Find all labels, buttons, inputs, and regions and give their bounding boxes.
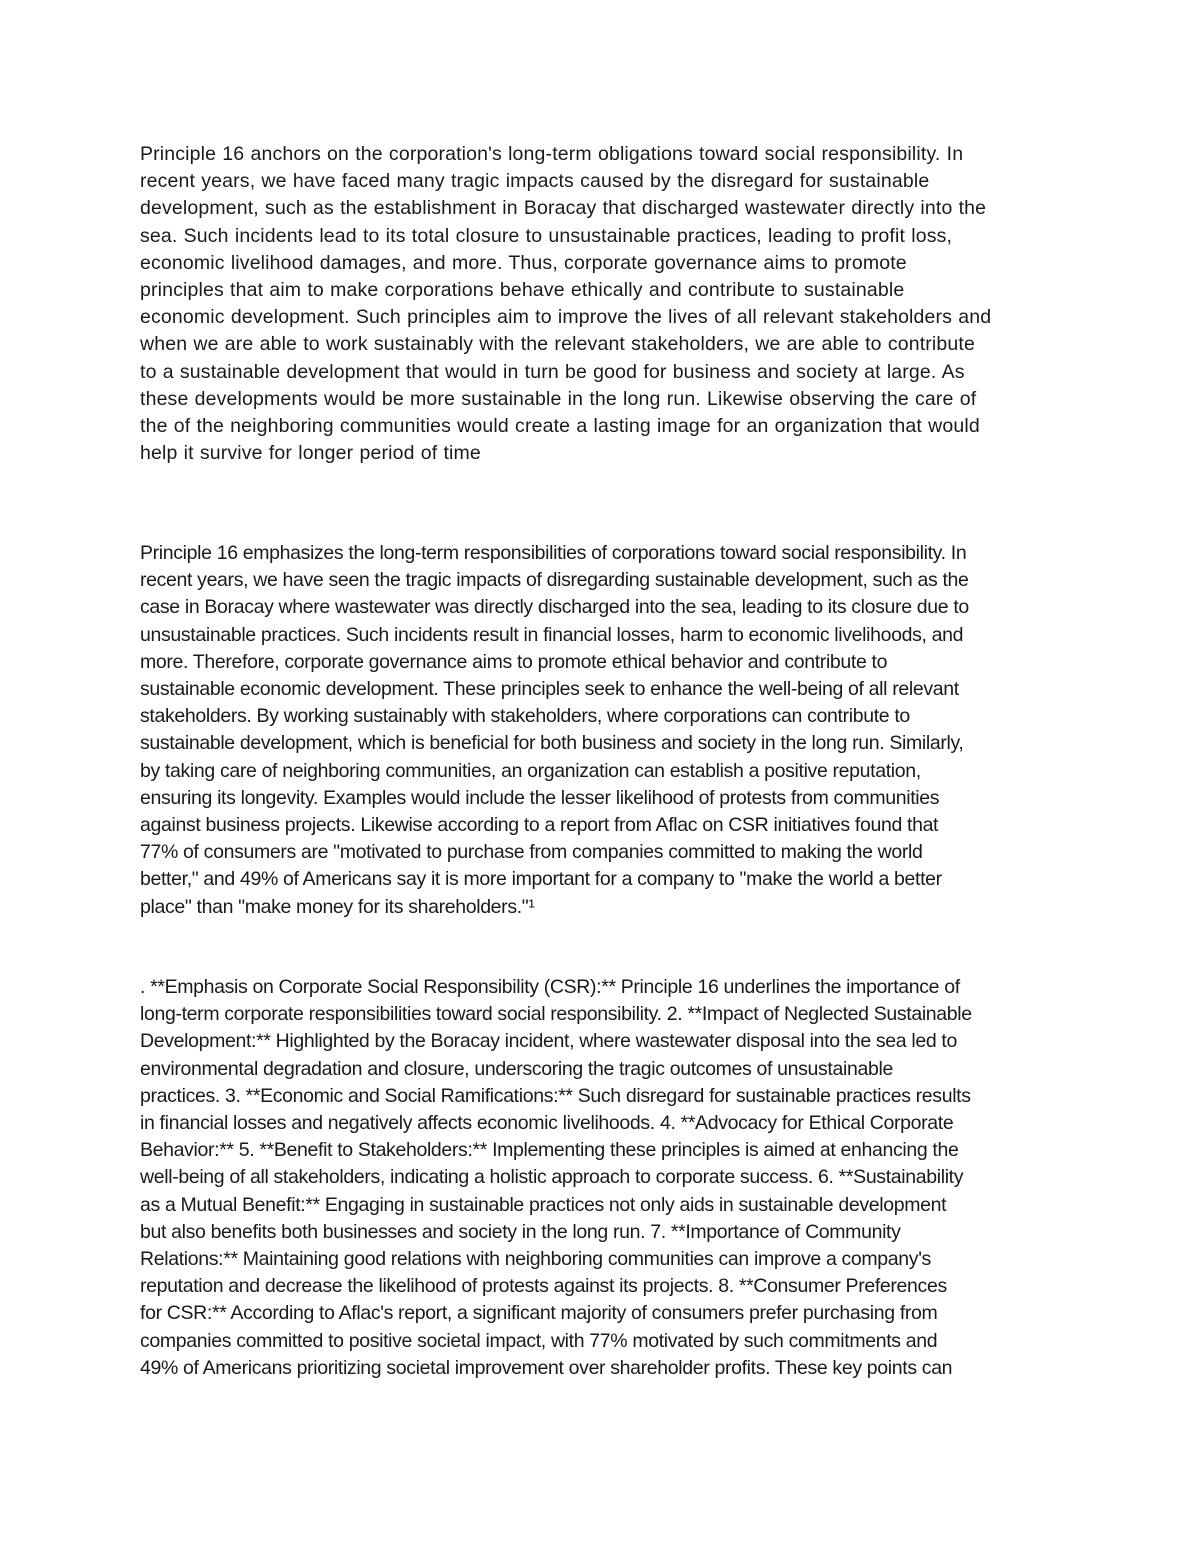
text-line: but also benefits both businesses and society in the long run. 7. **Importance of Community	[140, 1220, 901, 1243]
text-line: help it survive for longer period of time	[140, 442, 481, 465]
text-line: against business projects. Likewise according to a report from Aflac on CSR initiatives found that	[140, 814, 939, 837]
text-line: the of the neighboring communities would create a lasting image for an organization that would	[140, 415, 980, 438]
text-line: these developments would be more sustainable in the long run. Likewise observing the care of	[140, 387, 977, 410]
text-line: Development:** Highlighted by the Boracay incident, where wastewater disposal into the sea led to	[140, 1030, 957, 1053]
text-line: more. Therefore, corporate governance aims to promote ethical behavior and contribute to	[140, 650, 888, 673]
text-line: for CSR:** According to Aflac's report, a significant majority of consumers prefer purchasing from	[140, 1302, 938, 1325]
text-line: long-term corporate responsibilities toward social responsibility. 2. **Impact of Neglected Sustainable	[140, 1003, 972, 1026]
text-line: companies committed to positive societal impact, with 77% motivated by such commitments and	[140, 1329, 938, 1352]
text-line: 49% of Americans prioritizing societal improvement over shareholder profits. These key points can	[140, 1356, 953, 1379]
text-line: unsustainable practices. Such incidents result in financial losses, harm to economic livelihoods, and	[140, 623, 964, 646]
text-line: principles that aim to make corporations behave ethically and contribute to sustainable	[140, 279, 905, 302]
paragraph-original	[140, 141, 1065, 467]
text-line: Relations:** Maintaining good relations with neighboring communities can improve a company's	[140, 1248, 931, 1271]
text-line: Behavior:** 5. **Benefit to Stakeholders:** Implementing these principles is aimed at enhancing the	[140, 1139, 959, 1162]
text-line: 77% of consumers are "motivated to purchase from companies committed to making the world	[140, 841, 923, 864]
text-line: . **Emphasis on Corporate Social Responsibility (CSR):** Principle 16 underlines the importance of	[140, 976, 960, 998]
text-line: economic livelihood damages, and more. Thus, corporate governance aims to promote	[140, 251, 907, 274]
text-line: case in Boracay where wastewater was directly discharged into the sea, leading to its closure due to	[140, 596, 969, 619]
text-line: recent years, we have faced many tragic impacts caused by the disregard for sustainable	[140, 170, 930, 193]
text-line: Principle 16 emphasizes the long-term responsibilities of corporations toward social responsibility. In	[140, 542, 967, 564]
text-line: development, such as the establishment in Boracay that discharged wastewater directly into the	[140, 197, 987, 220]
text-line: recent years, we have seen the tragic impacts of disregarding sustainable development, such as the	[140, 569, 969, 592]
text-line: sustainable economic development. These principles seek to enhance the well-being of all relevant	[140, 678, 959, 701]
text-line: to a sustainable development that would in turn be good for business and society at large. As	[140, 360, 965, 383]
text-line: practices. 3. **Economic and Social Ramifications:** Such disregard for sustainable practices results	[140, 1084, 971, 1107]
text-line: reputation and decrease the likelihood of protests against its projects. 8. **Consumer Preferences	[140, 1275, 947, 1298]
paragraph-key-points	[140, 974, 1065, 1382]
text-line: better," and 49% of Americans say it is more important for a company to "make the world a better	[140, 868, 942, 891]
paragraph-revised	[140, 540, 1065, 921]
text-line: when we are able to work sustainably with the relevant stakeholders, we are able to contribute	[140, 333, 975, 356]
text-line: sustainable development, which is beneficial for both business and society in the long run. Similarly,	[140, 732, 964, 755]
text-line: sea. Such incidents lead to its total closure to unsustainable practices, leading to profit loss,	[140, 224, 953, 247]
text-line: stakeholders. By working sustainably with stakeholders, where corporations can contribute to	[140, 705, 910, 728]
text-line: well-being of all stakeholders, indicating a holistic approach to corporate success. 6. **Sustainability	[140, 1166, 964, 1189]
text-line: economic development. Such principles aim to improve the lives of all relevant stakeholders and	[140, 306, 992, 329]
text-line: environmental degradation and closure, underscoring the tragic outcomes of unsustainable	[140, 1057, 893, 1080]
text-line: by taking care of neighboring communities, an organization can establish a positive reputation,	[140, 759, 921, 782]
text-line: ensuring its longevity. Examples would include the lesser likelihood of protests from communities	[140, 786, 940, 809]
text-line: in financial losses and negatively affects economic livelihoods. 4. **Advocacy for Ethical Corporate	[140, 1112, 954, 1135]
text-line: as a Mutual Benefit:** Engaging in sustainable practices not only aids in sustainable development	[140, 1193, 947, 1216]
text-line: Principle 16 anchors on the corporation's long-term obligations toward social responsibility. In	[140, 143, 964, 165]
text-line: place" than "make money for its shareholders."¹	[140, 895, 535, 918]
